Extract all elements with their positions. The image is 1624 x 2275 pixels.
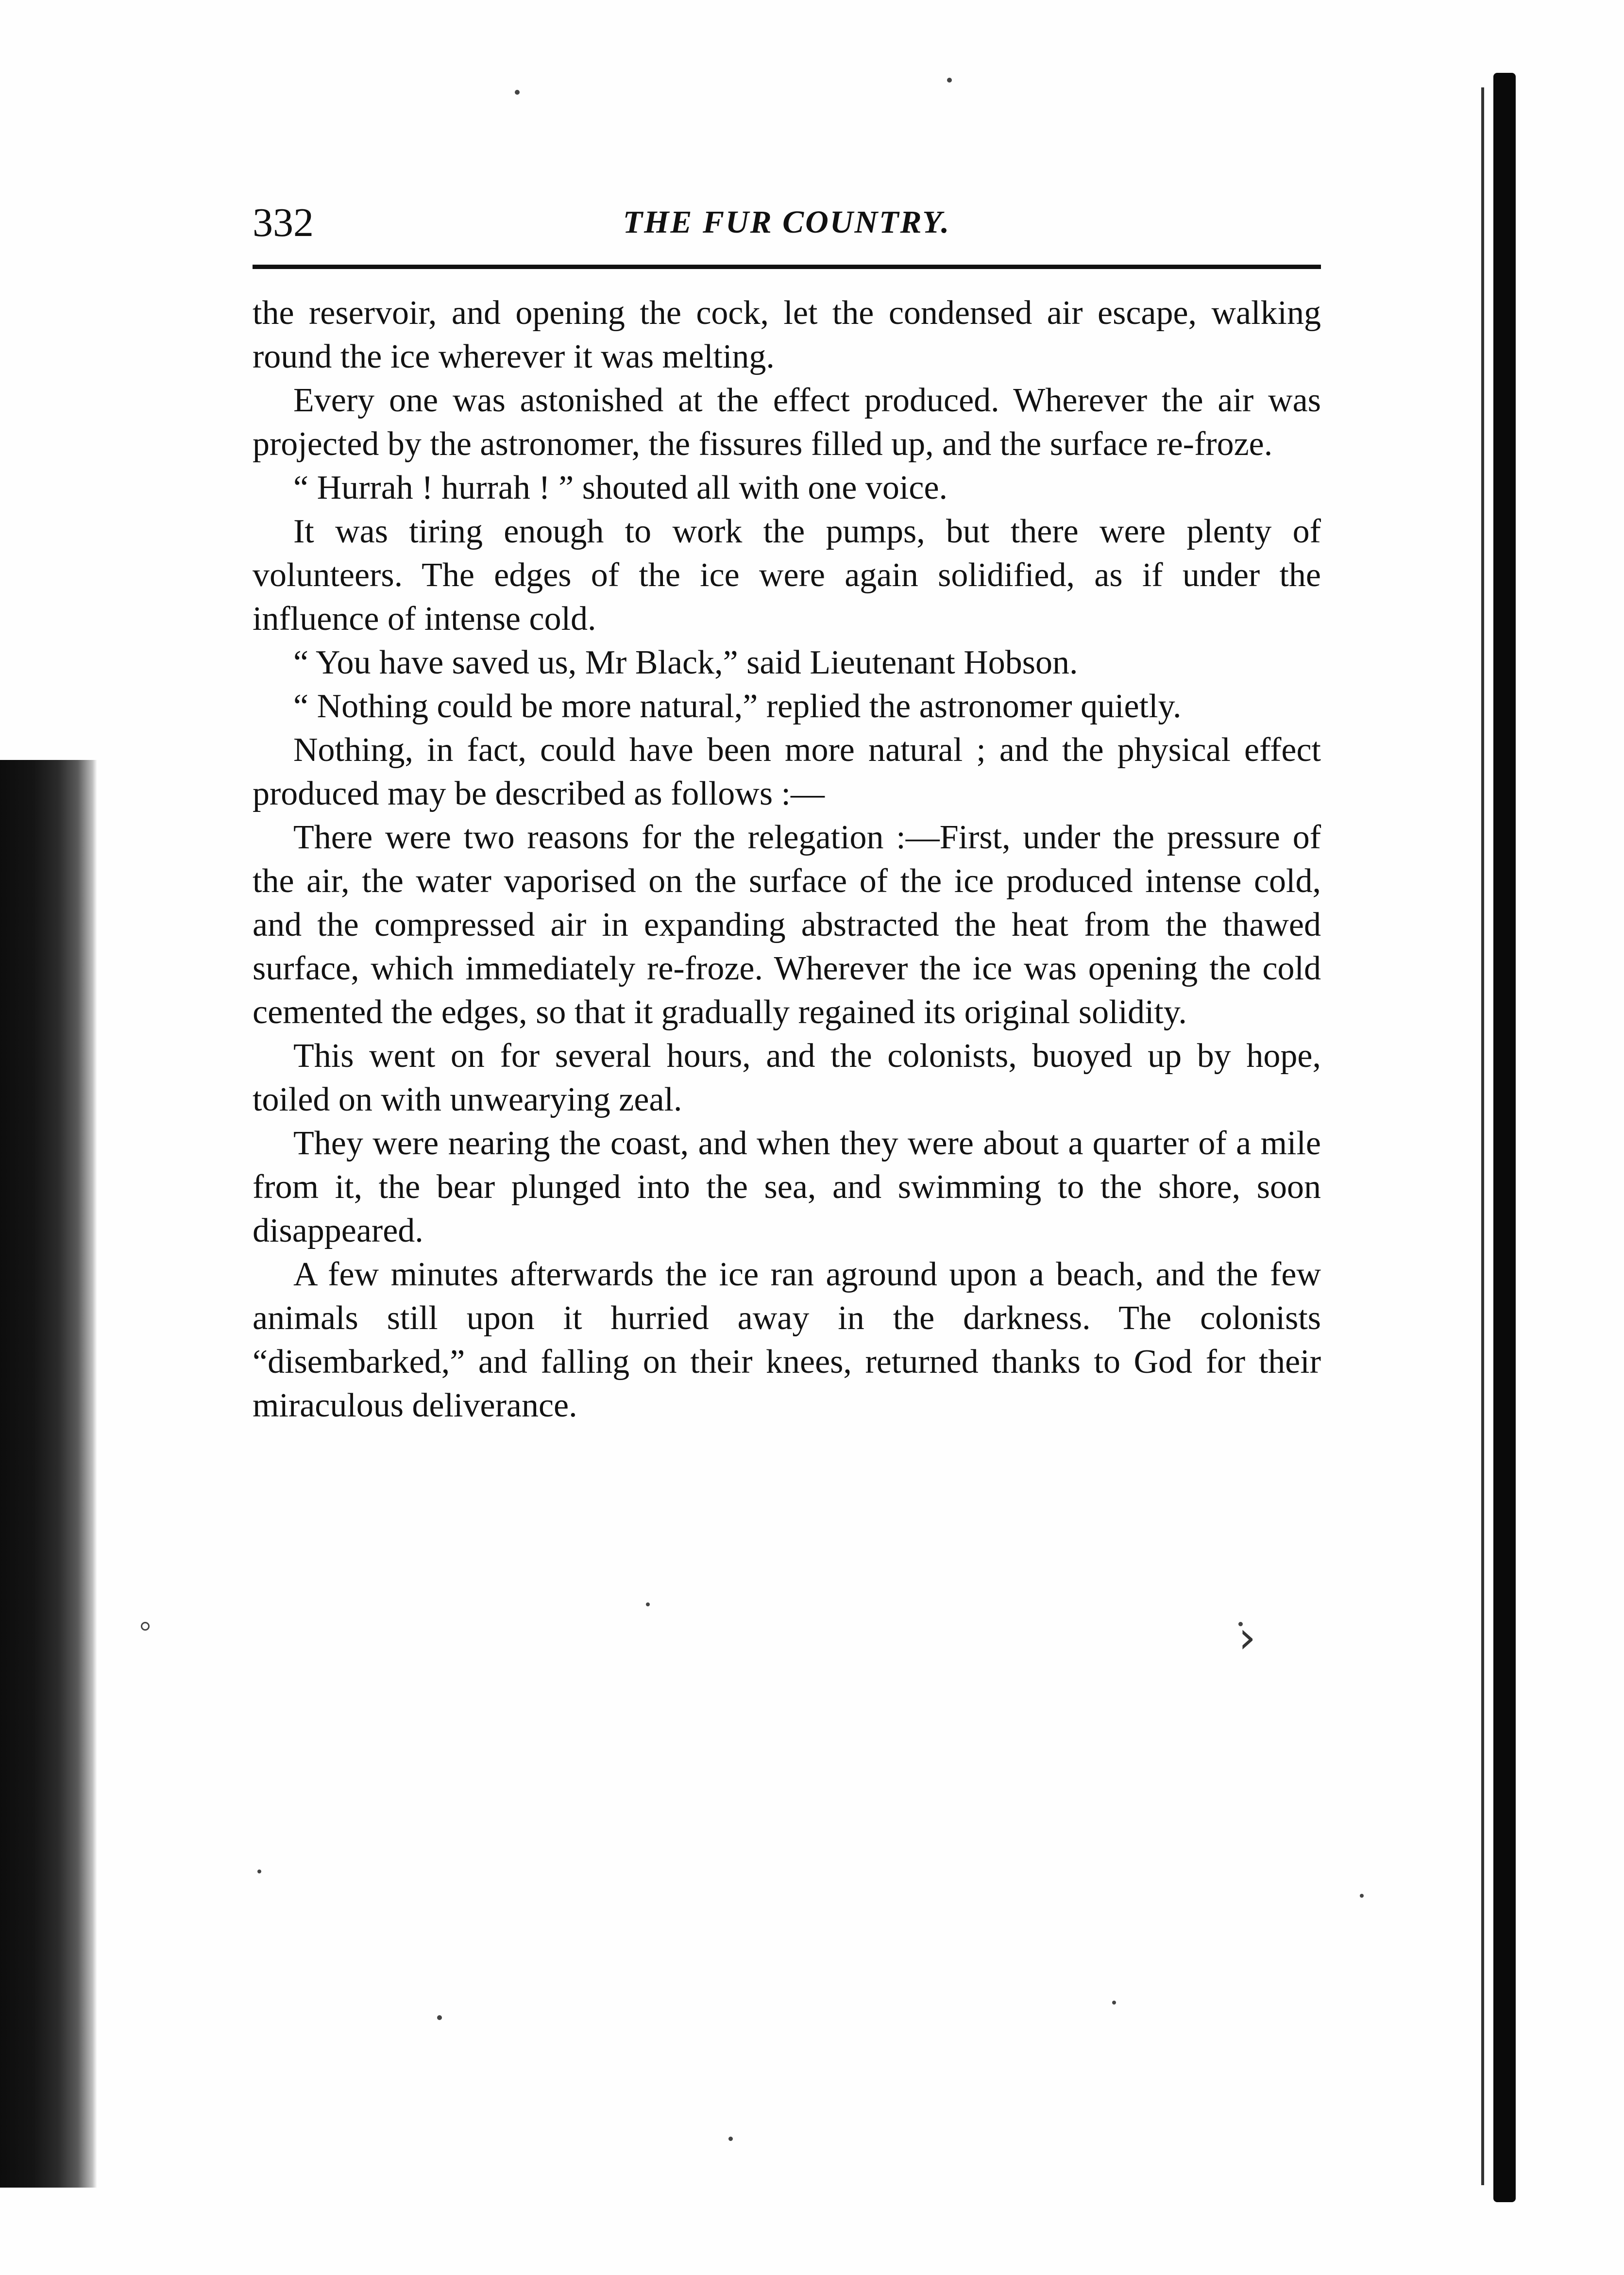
body-text [253,291,1321,1428]
paragraph: Every one was astonished at the effect produced. Wherever the air was projected by the astronomer, the fissures filled up, and the surface re-froze. [253,382,1321,463]
scan-speck [1112,2001,1116,2005]
running-title: THE FUR COUNTRY. [623,204,951,240]
page-edge-border [1493,73,1516,2202]
paragraph: It was tiring enough to work the pumps, but there were plenty of volunteers. The edges of the ice were again solidified, as if under the influence of intense cold. [253,513,1321,638]
page-header [253,199,1321,257]
scan-speck [947,78,952,83]
paragraph: “ Hurrah ! hurrah ! ” shouted all with one voice. [293,469,948,506]
paragraph: Nothing, in fact, could have been more natural ; and the physical effect produced may be described as follows :— [253,731,1321,812]
paragraph: “ Nothing could be more natural,” replied the astronomer quietly. [293,688,1182,725]
paragraph: A few minutes afterwards the ice ran aground upon a beach, and the few animals still upon it hurried away in the darkness. The colonists “disembarked,” and falling on their knees, returned thanks to God for their miraculous deliverance. [253,1256,1321,1424]
scan-speck [515,90,520,95]
scan-speck [646,1602,650,1606]
paragraph: This went on for several hours, and the colonists, buoyed up by hope, toiled on with unwearying zeal. [253,1037,1321,1118]
paragraph: There were two reasons for the relegation :—First, under the pressure of the air, the water vaporised on the surface of the ice produced intense cold, and the compressed air in expanding abstracted the heat from the thawed surface, which immediately re-froze. Wherever the ice was opening the cold cemented the edges, so that it gradually regained its original solidity. [253,819,1321,1031]
binding-shadow [0,760,97,2188]
pencil-mark: › [1238,1612,1256,1663]
paragraph: the reservoir, and opening the cock, let the condensed air escape, walking round the ice wherever it was melting. [253,294,1321,375]
scan-speck [437,2015,442,2020]
header-rule [253,265,1321,269]
page-number: 332 [253,200,314,245]
scan-speck [1360,1894,1364,1898]
paragraph: “ You have saved us, Mr Black,” said Lieutenant Hobson. [293,644,1078,681]
paragraph: They were nearing the coast, and when they were about a quarter of a mile from it, the bear plunged into the sea, and swimming to the shore, soon disappeared. [253,1125,1321,1249]
scan-speck [728,2137,733,2141]
page-edge-line [1481,87,1484,2185]
scan-speck [257,1870,261,1873]
scan-speck [141,1622,150,1631]
